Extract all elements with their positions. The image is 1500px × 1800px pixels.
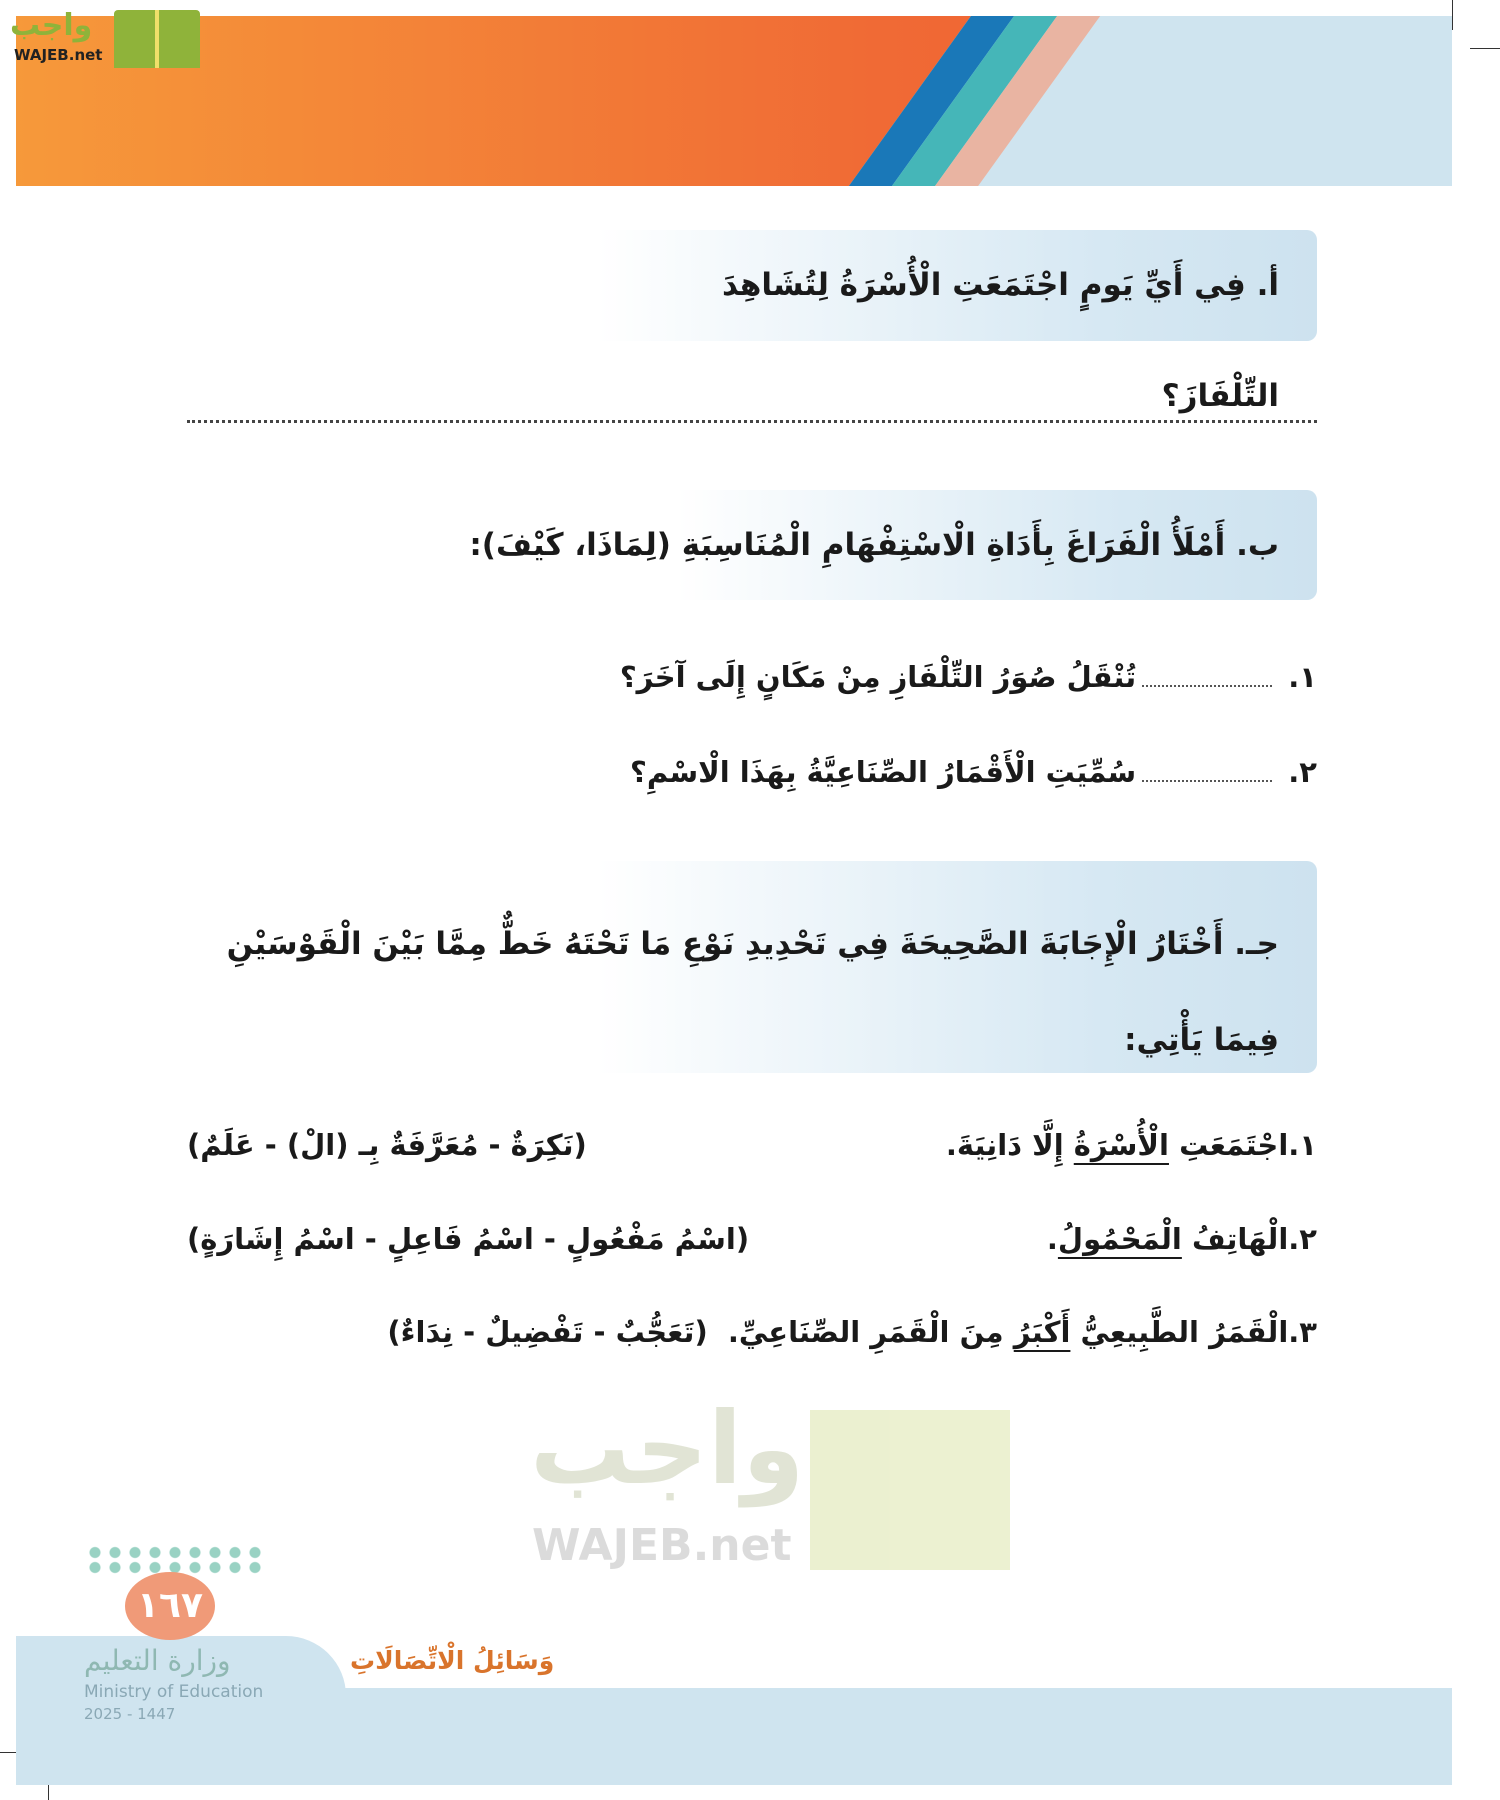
wajeb-logo: [10, 8, 200, 68]
header-banner: [16, 16, 1452, 186]
ministry-logo-dots: [85, 1545, 265, 1575]
ministry-english: Ministry of Education: [84, 1682, 264, 1702]
page-number: ١٦٧: [125, 1572, 215, 1640]
unit-title: وَسَائِلُ الْاتِّصَالَاتِ: [350, 1646, 555, 1675]
section-a-question: أ. فِي أَيِّ يَومٍ اجْتَمَعَتِ الْأُسْرَةُ لِتُشَاهِدَ التِّلْفَازَ؟: [597, 230, 1317, 341]
ministry-arabic: وزارة التعليم: [84, 1644, 231, 1677]
watermark-arabic: واجب: [530, 1390, 805, 1507]
options[interactable]: (اسْمُ مَفْعُولٍ - اسْمُ فَاعِلٍ - اسْمُ إِشَارَةٍ): [187, 1222, 750, 1256]
logo-latin: WAJEB.net: [14, 46, 103, 64]
footer-band: [16, 1688, 1452, 1785]
fill-item-2: ٢. سُمِّيَتِ الْأَقْمَارُ الصِّنَاعِيَّةُ بِهَذَا الْاسْمِ؟: [630, 755, 1317, 789]
watermark-book-icon: [810, 1410, 1010, 1570]
blank-field[interactable]: [1142, 685, 1272, 687]
choice-item-2: ٢.الْهَاتِفُ الْمَحْمُولُ. (اسْمُ مَفْعُولٍ - اسْمُ فَاعِلٍ - اسْمُ إِشَارَةٍ): [187, 1222, 1317, 1256]
blank-field[interactable]: [1142, 780, 1272, 782]
fill-item-1: ١. تُنْقَلُ صُوَرُ التِّلْفَازِ مِنْ مَكَانٍ إِلَى آخَرَ؟: [619, 660, 1317, 694]
logo-arabic: واجب: [10, 8, 93, 43]
options[interactable]: (نَكِرَةٌ - مُعَرَّفَةٌ بِـ (الْ) - عَلَمٌ): [187, 1128, 587, 1162]
options[interactable]: (تَعَجُّبٌ - تَفْضِيلٌ - نِدَاءٌ): [387, 1315, 708, 1349]
book-icon: [114, 10, 200, 68]
section-c-question: جـ. أَخْتَارُ الْإِجَابَةَ الصَّحِيحَةَ فِي تَحْدِيدِ نَوْعِ مَا تَحْتَهُ خَطٌّ مِمَّا بَيْنَ الْقَوْسَيْنِ فِيمَا يَأْتِي:: [597, 861, 1317, 1073]
watermark: [520, 1390, 1020, 1600]
crop-mark: [1452, 0, 1453, 30]
choice-item-1: ١.اجْتَمَعَتِ الْأُسْرَةُ إِلَّا دَانِيَةَ. (نَكِرَةٌ - مُعَرَّفَةٌ بِـ (الْ) - عَلَمٌ): [187, 1128, 1317, 1162]
section-b-question: ب. أَمْلَأُ الْفَرَاغَ بِأَدَاةِ الْاسْتِفْهَامِ الْمُنَاسِبَةِ (لِمَاذَا، كَيْفَ):: [677, 490, 1317, 600]
crop-mark: [1470, 48, 1500, 49]
edition-year: 2025 - 1447: [84, 1705, 176, 1723]
watermark-latin: WAJEB.net: [532, 1520, 792, 1571]
choice-item-3: ٣.الْقَمَرُ الطَّبِيعِيُّ أَكْبَرُ مِنَ الْقَمَرِ الصِّنَاعِيِّ. (تَعَجُّبٌ - تَفْضِيلٌ - نِدَاءٌ): [387, 1315, 1317, 1349]
answer-line[interactable]: [187, 420, 1317, 423]
